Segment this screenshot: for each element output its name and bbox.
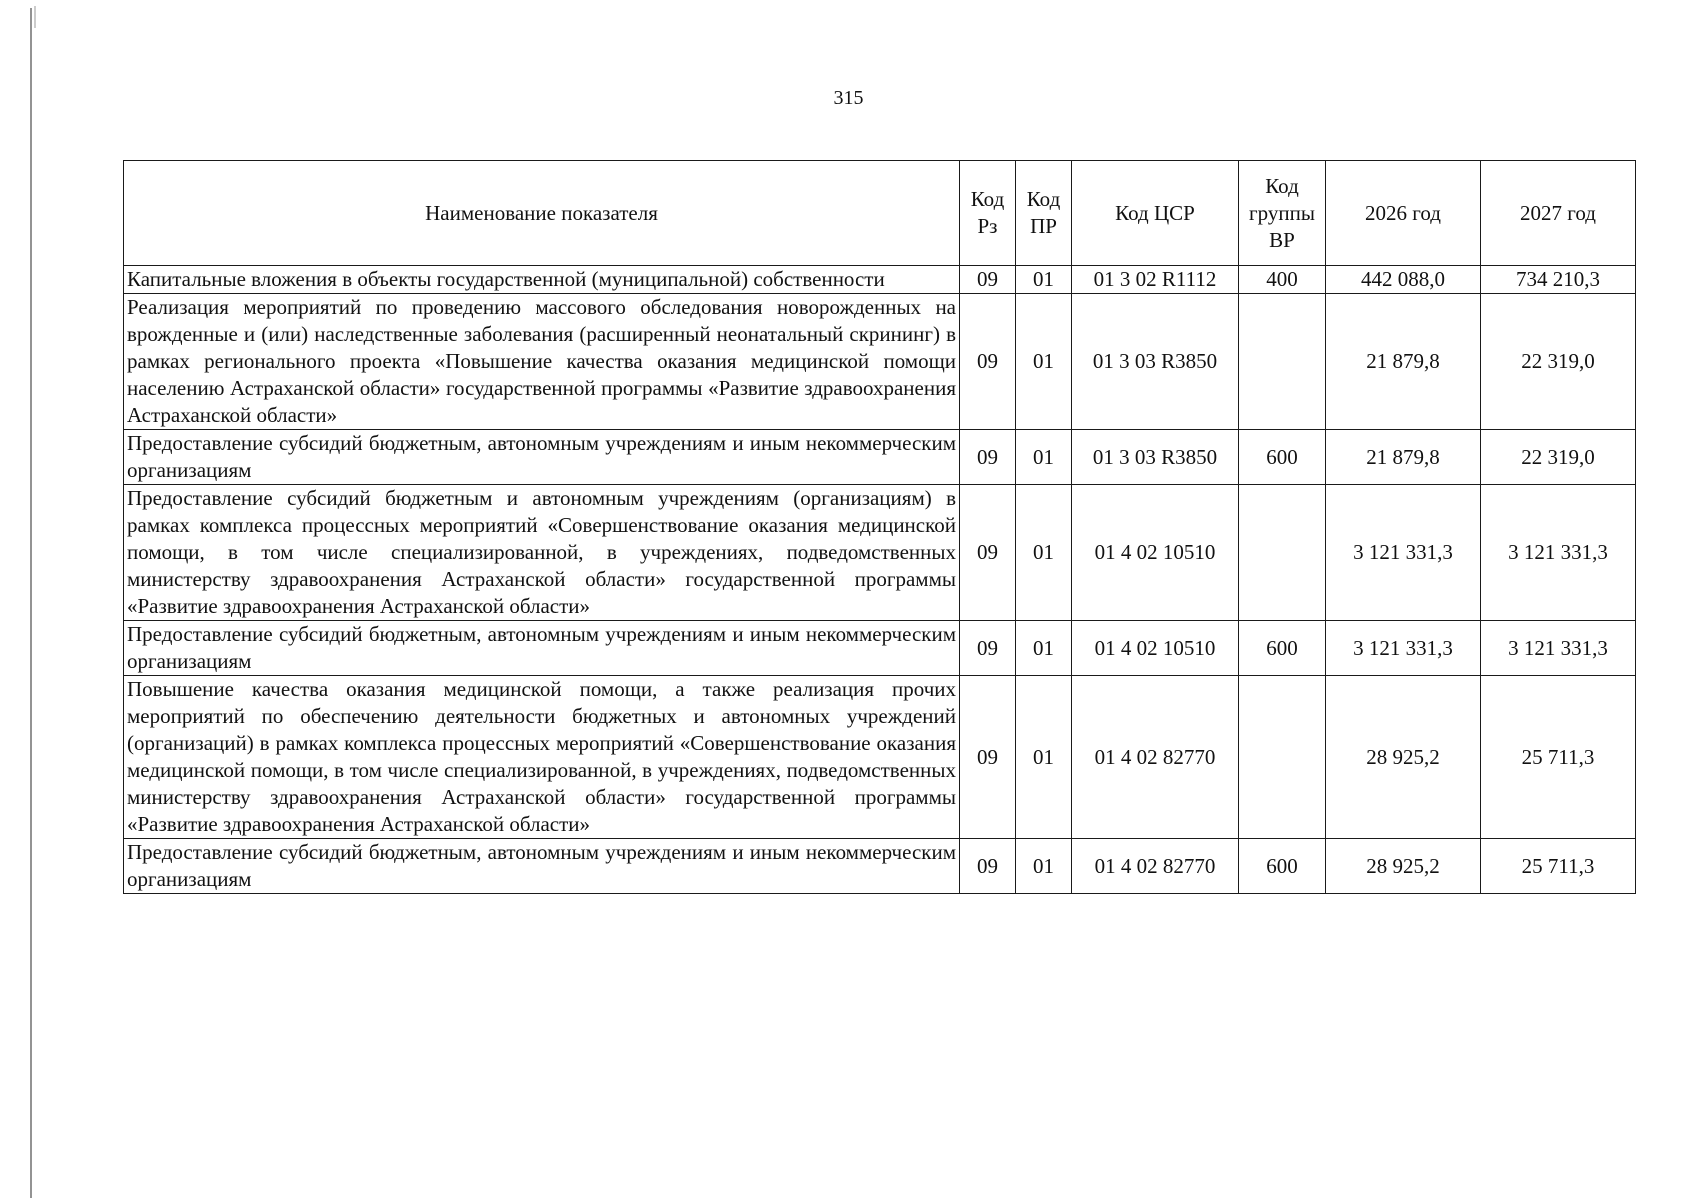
- row-rz: 09: [960, 294, 1016, 430]
- row-vr: [1239, 676, 1326, 839]
- row-pr: 01: [1016, 430, 1072, 485]
- row-name: Предоставление субсидий бюджетным, автономным учреждениям и иным некоммерческим организациям: [124, 839, 960, 894]
- page-number: 315: [833, 87, 864, 109]
- row-name: Повышение качества оказания медицинской помощи, а также реализация прочих мероприятий по обеспечению деятельности бюджетных и автономных учреждений (организаций) в рамках комплекса процессных мероприятий «Совершенствование оказания медицинской помощи, в том числе специализированной, в учреждениях, подведомственных министерству здравоохранения Астраханской области» государственной программы «Развитие здравоохранения Астраханской области»: [124, 676, 960, 839]
- row-pr: 01: [1016, 266, 1072, 294]
- row-2027: 3 121 331,3: [1481, 485, 1636, 621]
- row-2027: 22 319,0: [1481, 430, 1636, 485]
- row-2026: 442 088,0: [1326, 266, 1481, 294]
- row-2027: 25 711,3: [1481, 839, 1636, 894]
- table-header-row: [124, 161, 1636, 266]
- header-2027: 2027 год: [1481, 161, 1636, 266]
- table-row: [124, 266, 1636, 294]
- row-csr: 01 4 02 10510: [1072, 485, 1239, 621]
- row-2027: 22 319,0: [1481, 294, 1636, 430]
- row-2026: 21 879,8: [1326, 294, 1481, 430]
- row-2026: 28 925,2: [1326, 676, 1481, 839]
- table-row: [124, 621, 1636, 676]
- row-rz: 09: [960, 839, 1016, 894]
- row-vr: 400: [1239, 266, 1326, 294]
- row-rz: 09: [960, 266, 1016, 294]
- scan-speck: [34, 6, 36, 28]
- scan-edge-line: [30, 8, 32, 1198]
- row-pr: 01: [1016, 294, 1072, 430]
- table-row: [124, 294, 1636, 430]
- row-vr: 600: [1239, 430, 1326, 485]
- row-2026: 3 121 331,3: [1326, 485, 1481, 621]
- row-name: Реализация мероприятий по проведению массового обследования новорожденных на врожденные и (или) наследственные заболевания (расширенный неонатальный скрининг) в рамках регионального проекта «Повышение качества оказания медицинской помощи населению Астраханской области» государственной программы «Развитие здравоохранения Астраханской области»: [124, 294, 960, 430]
- row-rz: 09: [960, 485, 1016, 621]
- row-rz: 09: [960, 676, 1016, 839]
- row-csr: 01 4 02 82770: [1072, 676, 1239, 839]
- header-csr: Код ЦСР: [1072, 161, 1239, 266]
- row-pr: 01: [1016, 485, 1072, 621]
- row-csr: 01 4 02 82770: [1072, 839, 1239, 894]
- header-name: Наименование показателя: [124, 161, 960, 266]
- row-vr: [1239, 485, 1326, 621]
- header-2026: 2026 год: [1326, 161, 1481, 266]
- row-name: Предоставление субсидий бюджетным, автономным учреждениям и иным некоммерческим организациям: [124, 621, 960, 676]
- row-2026: 3 121 331,3: [1326, 621, 1481, 676]
- row-name: Предоставление субсидий бюджетным, автономным учреждениям и иным некоммерческим организациям: [124, 430, 960, 485]
- row-2026: 21 879,8: [1326, 430, 1481, 485]
- row-vr: 600: [1239, 621, 1326, 676]
- row-pr: 01: [1016, 839, 1072, 894]
- row-csr: 01 3 03 R3850: [1072, 294, 1239, 430]
- row-rz: 09: [960, 430, 1016, 485]
- row-name: Предоставление субсидий бюджетным и автономным учреждениям (организациям) в рамках комплекса процессных мероприятий «Совершенствование оказания медицинской помощи, в том числе специализированной, в учреждениях, подведомственных министерству здравоохранения Астраханской области» государственной программы «Развитие здравоохранения Астраханской области»: [124, 485, 960, 621]
- table-row: [124, 839, 1636, 894]
- table-row: [124, 430, 1636, 485]
- table-row: [124, 676, 1636, 839]
- header-vr: Код группы ВР: [1239, 161, 1326, 266]
- row-rz: 09: [960, 621, 1016, 676]
- header-pr: Код ПР: [1016, 161, 1072, 266]
- row-csr: 01 3 02 R1112: [1072, 266, 1239, 294]
- row-2027: 25 711,3: [1481, 676, 1636, 839]
- row-vr: [1239, 294, 1326, 430]
- budget-table: [123, 160, 1636, 894]
- row-2027: 734 210,3: [1481, 266, 1636, 294]
- row-name: Капитальные вложения в объекты государственной (муниципальной) собственности: [124, 266, 960, 294]
- row-2027: 3 121 331,3: [1481, 621, 1636, 676]
- row-csr: 01 3 03 R3850: [1072, 430, 1239, 485]
- header-rz: Код Рз: [960, 161, 1016, 266]
- table-row: [124, 485, 1636, 621]
- row-vr: 600: [1239, 839, 1326, 894]
- row-csr: 01 4 02 10510: [1072, 621, 1239, 676]
- row-2026: 28 925,2: [1326, 839, 1481, 894]
- row-pr: 01: [1016, 621, 1072, 676]
- row-pr: 01: [1016, 676, 1072, 839]
